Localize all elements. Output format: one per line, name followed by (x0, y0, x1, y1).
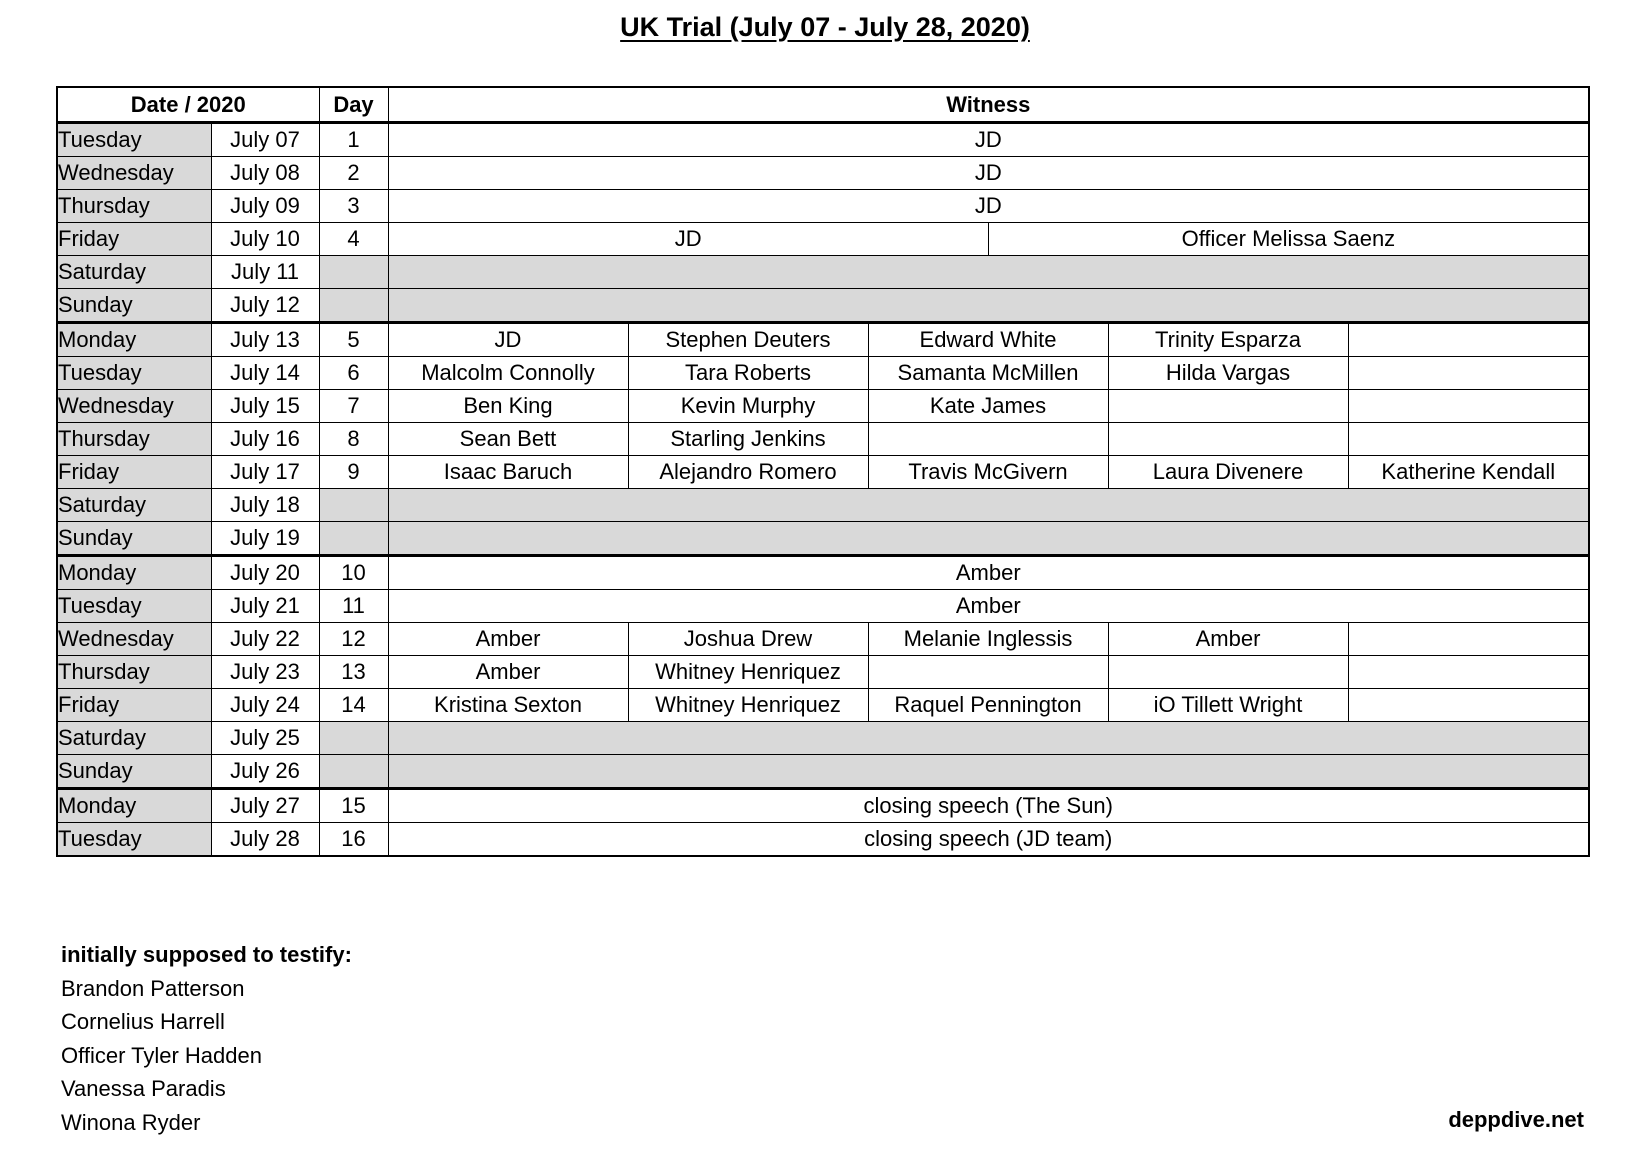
date-cell: July 22 (211, 623, 319, 656)
table-row (57, 623, 1589, 656)
table-row (57, 256, 1589, 289)
witness-cell: Starling Jenkins (628, 423, 868, 456)
list-item: Brandon Patterson (61, 975, 245, 1001)
witness-cell: JD (389, 223, 989, 255)
witness-cell: Amber (388, 623, 628, 656)
table-row (57, 522, 1589, 556)
date-cell: July 13 (211, 323, 319, 357)
witness-cell: Stephen Deuters (628, 323, 868, 357)
witness-cell (1348, 423, 1589, 456)
witness-cell (1108, 423, 1348, 456)
day-number-cell (319, 722, 388, 755)
date-cell: July 23 (211, 656, 319, 689)
witness-cell (1108, 656, 1348, 689)
witness-cell: Katherine Kendall (1348, 456, 1589, 489)
weekday-cell: Tuesday (57, 590, 211, 623)
witness-cell: Whitney Henriquez (628, 689, 868, 722)
weekday-cell: Tuesday (57, 357, 211, 390)
day-number-cell (319, 522, 388, 556)
witness-cell: JD (388, 157, 1589, 190)
witness-cell: Tara Roberts (628, 357, 868, 390)
witness-cell: Amber (388, 590, 1589, 623)
date-cell: July 12 (211, 289, 319, 323)
witness-cell (388, 489, 1589, 522)
witness-cell: Whitney Henriquez (628, 656, 868, 689)
day-number-cell: 5 (319, 323, 388, 357)
day-number-cell: 4 (319, 223, 388, 256)
day-number-cell (319, 489, 388, 522)
date-cell: July 07 (211, 123, 319, 157)
day-number-cell: 15 (319, 789, 388, 823)
table-row (57, 489, 1589, 522)
weekday-cell: Saturday (57, 256, 211, 289)
schedule-body (57, 123, 1589, 857)
date-cell: July 25 (211, 722, 319, 755)
weekday-cell: Thursday (57, 190, 211, 223)
weekday-cell: Friday (57, 689, 211, 722)
date-cell: July 09 (211, 190, 319, 223)
date-cell: July 21 (211, 590, 319, 623)
weekday-cell: Friday (57, 456, 211, 489)
table-row (57, 823, 1589, 857)
witness-cell (388, 722, 1589, 755)
date-cell: July 16 (211, 423, 319, 456)
day-number-cell: 13 (319, 656, 388, 689)
table-row (57, 722, 1589, 755)
witness-cell: Officer Melissa Saenz (1181, 226, 1396, 251)
witness-cell: Alejandro Romero (628, 456, 868, 489)
witness-cell: Amber (388, 656, 628, 689)
witness-cell: Isaac Baruch (388, 456, 628, 489)
witness-cell: iO Tillett Wright (1108, 689, 1348, 722)
day-number-cell: 11 (319, 590, 388, 623)
weekday-cell: Sunday (57, 522, 211, 556)
list-item: Officer Tyler Hadden (61, 1042, 262, 1068)
weekday-cell: Monday (57, 789, 211, 823)
witness-cell: Melanie Inglessis (868, 623, 1108, 656)
witness-cell (388, 289, 1589, 323)
split-witness-cell (388, 223, 1589, 256)
table-row (57, 223, 1589, 256)
date-cell: July 11 (211, 256, 319, 289)
witness-cell: Kevin Murphy (628, 390, 868, 423)
witness-cell (868, 423, 1108, 456)
date-cell: July 17 (211, 456, 319, 489)
weekday-cell: Tuesday (57, 123, 211, 157)
weekday-cell: Tuesday (57, 823, 211, 857)
date-cell: July 15 (211, 390, 319, 423)
weekday-cell: Thursday (57, 423, 211, 456)
witness-cell: closing speech (JD team) (388, 823, 1589, 857)
list-item: Vanessa Paradis (61, 1076, 226, 1101)
witness-cell (868, 656, 1108, 689)
day-number-cell: 10 (319, 556, 388, 590)
day-number-cell: 8 (319, 423, 388, 456)
witness-cell: Hilda Vargas (1108, 357, 1348, 390)
table-row (57, 590, 1589, 623)
table-row (57, 556, 1589, 590)
table-row (57, 423, 1589, 456)
witness-cell (1348, 656, 1589, 689)
day-number-cell: 1 (319, 123, 388, 157)
witness-cell: Amber (388, 556, 1589, 590)
date-cell: July 28 (211, 823, 319, 857)
date-cell: July 27 (211, 789, 319, 823)
witness-cell (1348, 323, 1589, 357)
day-number-cell: 7 (319, 390, 388, 423)
witness-cell (388, 522, 1589, 556)
date-cell: July 10 (211, 223, 319, 256)
page-title: UK Trial (July 07 - July 28, 2020) (620, 12, 1030, 42)
witness-cell: Travis McGivern (868, 456, 1108, 489)
notes-title: initially supposed to testify: (61, 942, 352, 967)
day-number-cell: 6 (319, 357, 388, 390)
day-number-cell: 16 (319, 823, 388, 857)
witness-cell: Sean Bett (388, 423, 628, 456)
table-row (57, 323, 1589, 357)
witness-cell: Malcolm Connolly (388, 357, 628, 390)
date-cell: July 18 (211, 489, 319, 522)
day-header: Day (319, 87, 388, 123)
day-number-cell: 9 (319, 456, 388, 489)
witness-cell: Laura Divenere (1108, 456, 1348, 489)
notes-list (61, 972, 352, 1140)
witness-cell (1348, 390, 1589, 423)
weekday-cell: Thursday (57, 656, 211, 689)
table-row (57, 190, 1589, 223)
table-row (57, 755, 1589, 789)
witness-cell (1348, 357, 1589, 390)
witness-cell: Joshua Drew (628, 623, 868, 656)
weekday-cell: Monday (57, 323, 211, 357)
date-cell: July 08 (211, 157, 319, 190)
day-number-cell (319, 289, 388, 323)
witness-cell: closing speech (The Sun) (388, 789, 1589, 823)
table-row (57, 656, 1589, 689)
table-row (57, 157, 1589, 190)
weekday-cell: Monday (57, 556, 211, 590)
date-cell: July 14 (211, 357, 319, 390)
date-cell: July 24 (211, 689, 319, 722)
date-cell: July 20 (211, 556, 319, 590)
table-row (57, 123, 1589, 157)
witness-cell: Kate James (868, 390, 1108, 423)
witness-cell (388, 755, 1589, 789)
initial-witness-notes (61, 938, 352, 1139)
header-row (57, 87, 1589, 123)
site-credit: deppdive.net (1448, 1107, 1584, 1132)
witness-cell: JD (388, 123, 1589, 157)
day-number-cell: 3 (319, 190, 388, 223)
witness-cell: Trinity Esparza (1108, 323, 1348, 357)
weekday-cell: Sunday (57, 289, 211, 323)
witness-header: Witness (388, 87, 1589, 123)
weekday-cell: Wednesday (57, 157, 211, 190)
witness-cell (1348, 623, 1589, 656)
witness-cell: Kristina Sexton (388, 689, 628, 722)
date-cell: July 19 (211, 522, 319, 556)
weekday-cell: Saturday (57, 489, 211, 522)
schedule-table (56, 86, 1590, 857)
witness-cell (388, 256, 1589, 289)
list-item: Cornelius Harrell (61, 1009, 225, 1034)
day-number-cell: 14 (319, 689, 388, 722)
weekday-cell: Sunday (57, 755, 211, 789)
table-row (57, 456, 1589, 489)
weekday-cell: Wednesday (57, 623, 211, 656)
table-row (57, 689, 1589, 722)
witness-cell: JD (388, 323, 628, 357)
list-item: Winona Ryder (61, 1109, 201, 1135)
witness-cell (1108, 390, 1348, 423)
witness-cell: Samanta McMillen (868, 357, 1108, 390)
witness-cell: Ben King (388, 390, 628, 423)
day-number-cell: 2 (319, 157, 388, 190)
day-number-cell: 12 (319, 623, 388, 656)
day-number-cell (319, 256, 388, 289)
date-cell: July 26 (211, 755, 319, 789)
witness-cell: Raquel Pennington (868, 689, 1108, 722)
table-row (57, 390, 1589, 423)
table-row (57, 789, 1589, 823)
table-row (57, 357, 1589, 390)
weekday-cell: Wednesday (57, 390, 211, 423)
witness-cell: JD (388, 190, 1589, 223)
weekday-cell: Friday (57, 223, 211, 256)
date-header: Date / 2020 (57, 87, 319, 123)
witness-cell: Edward White (868, 323, 1108, 357)
table-row (57, 289, 1589, 323)
weekday-cell: Saturday (57, 722, 211, 755)
witness-cell (1348, 689, 1589, 722)
day-number-cell (319, 755, 388, 789)
witness-cell: Amber (1108, 623, 1348, 656)
